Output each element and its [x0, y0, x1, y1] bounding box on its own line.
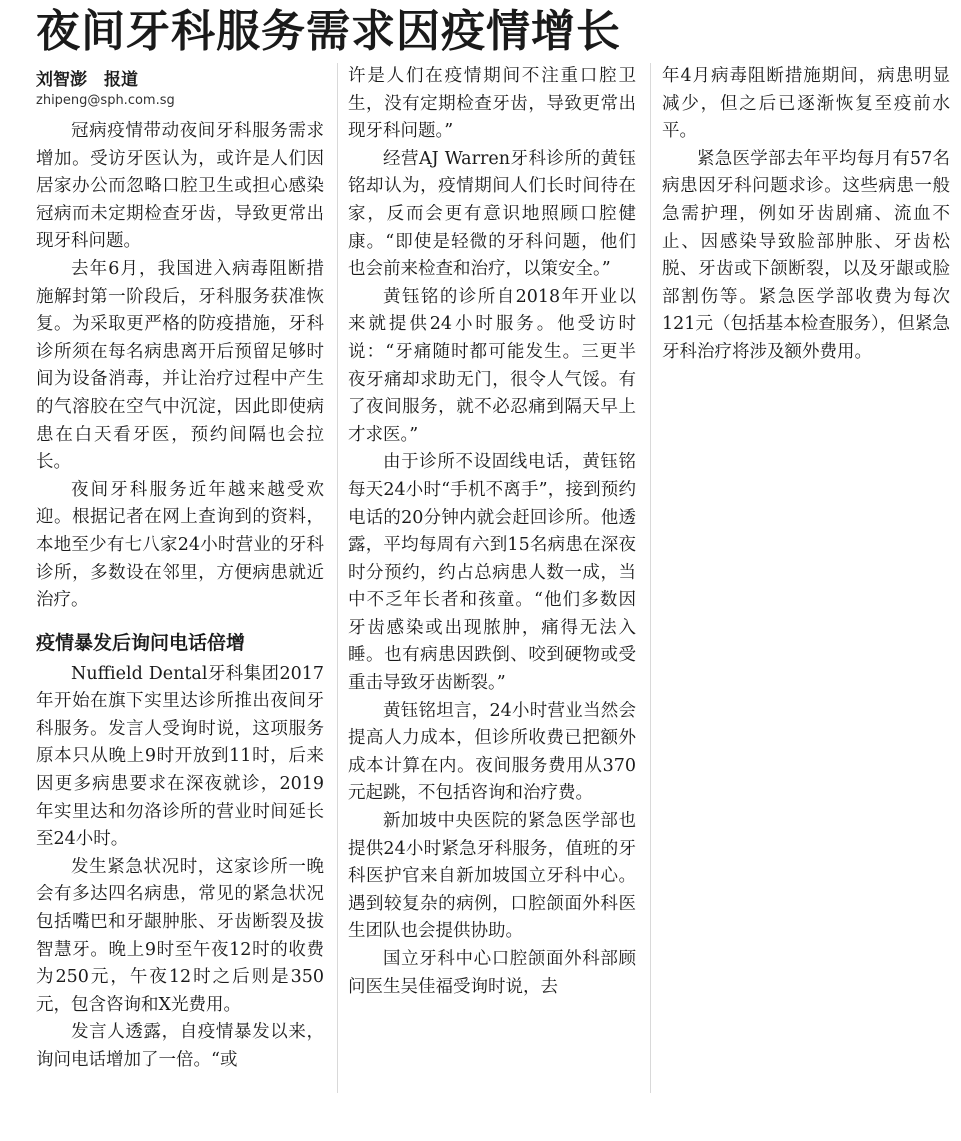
paragraph: 紧急医学部去年平均每月有57名病患因牙科问题求诊。这些病患一般急需护理，例如牙齿剧痛、流血不止、因感染导致脸部肿胀、牙齿松脱、牙齿或下颌断裂，以及牙龈或脸部割伤等。紧急医学部收费为每次121元（包括基本检查服务），但紧急牙科治疗将涉及额外费用。: [662, 148, 950, 362]
paragraph: 新加坡中央医院的紧急医学部也提供24小时紧急牙科服务，值班的牙科医护官来自新加坡国立牙科中心。遇到较复杂的病例，口腔颌面外科医生团队也会提供协助。: [348, 811, 636, 942]
section-subhead: 疫情暴发后询问电话倍增: [36, 631, 246, 654]
paragraph: Nuffield Dental牙科集团2017年开始在旗下实里达诊所推出夜间牙科服务。发言人受询时说，这项服务原本只从晚上9时开放到11时，后来因更多病患要求在深夜就诊，2019年实里达和勿洛诊所的营业时间延长至24小时。: [36, 663, 324, 850]
paragraph-continuation: 年4月病毒阻断措施期间，病患明显减少，但之后已逐渐恢复至疫前水平。: [662, 66, 950, 142]
paragraph: 冠病疫情带动夜间牙科服务需求增加。受访牙医认为，或许是人们因居家办公而忽略口腔卫生或担心感染冠病而未定期检查牙齿，导致更常出现牙科问题。: [36, 121, 324, 252]
paragraph: 发生紧急状况时，这家诊所一晚会有多达四名病患，常见的紧急状况包括嘴巴和牙龈肿胀、牙齿断裂及拔智慧牙。晚上9时至午夜12时的收费为250元，午夜12时之后则是350元，包含咨询和X光费用。: [36, 856, 324, 1015]
article-headline: 夜间牙科服务需求因疫情增长: [36, 6, 621, 57]
paragraph: 夜间牙科服务近年越来越受欢迎。根据记者在网上查询到的资料，本地至少有七八家24小时营业的牙科诊所，多数设在邻里，方便病患就近治疗。: [36, 479, 324, 611]
paragraph: 国立牙科中心口腔颌面外科部顾问医生吴佳福受询时说，去: [348, 949, 636, 997]
paragraph: 黄钰铭坦言，24小时营业当然会提高人力成本，但诊所收费已把额外成本计算在内。夜间服务费用从370元起跳，不包括咨询和治疗费。: [348, 700, 636, 804]
paragraph: 由于诊所不设固线电话，黄钰铭每天24小时“手机不离手”，接到预约电话的20分钟内就会赶回诊所。他透露，平均每周有六到15名病患在深夜时分预约，约占总病患人数一成，当中不乏年长者和孩童。“他们多数因牙齿感染或出现脓肿，痛得无法入睡。也有病患因跌倒、咬到硬物或受重击导致牙齿断裂。”: [348, 452, 636, 694]
column-divider: [337, 63, 338, 1093]
column-divider: [650, 63, 651, 1093]
column-3: [662, 63, 950, 367]
byline: 刘智澎 报道: [36, 70, 138, 90]
paragraph: 黄钰铭的诊所自2018年开业以来就提供24小时服务。他受访时说：“牙痛随时都可能发生。三更半夜牙痛却求助无门，很令人气馁。有了夜间服务，就不必忍痛到隔天早上才求医。”: [348, 286, 636, 445]
paragraph: 去年6月，我国进入病毒阻断措施解封第一阶段后，牙科服务获准恢复。为采取更严格的防疫措施，牙科诊所须在每名病患离开后预留足够时间为设备消毒，并让治疗过程中产生的气溶胶在空气中沉淀，因此即使病患在白天看牙医，预约间隔也会拉长。: [36, 258, 324, 473]
column-1: [36, 118, 324, 1075]
paragraph: 经营AJ Warren牙科诊所的黄钰铭却认为，疫情期间人们长时间待在家，反而会更有意识地照顾口腔健康。“即使是轻微的牙科问题，他们也会前来检查和治疗，以策安全。”: [348, 148, 636, 280]
paragraph: 发言人透露，自疫情暴发以来，询问电话增加了一倍。“或: [36, 1022, 324, 1070]
paragraph-continuation: 许是人们在疫情期间不注重口腔卫生，没有定期检查牙齿，导致更常出现牙科问题。”: [348, 66, 636, 142]
column-2: [348, 63, 636, 1001]
author-email[interactable]: zhipeng@sph.com.sg: [36, 93, 175, 108]
